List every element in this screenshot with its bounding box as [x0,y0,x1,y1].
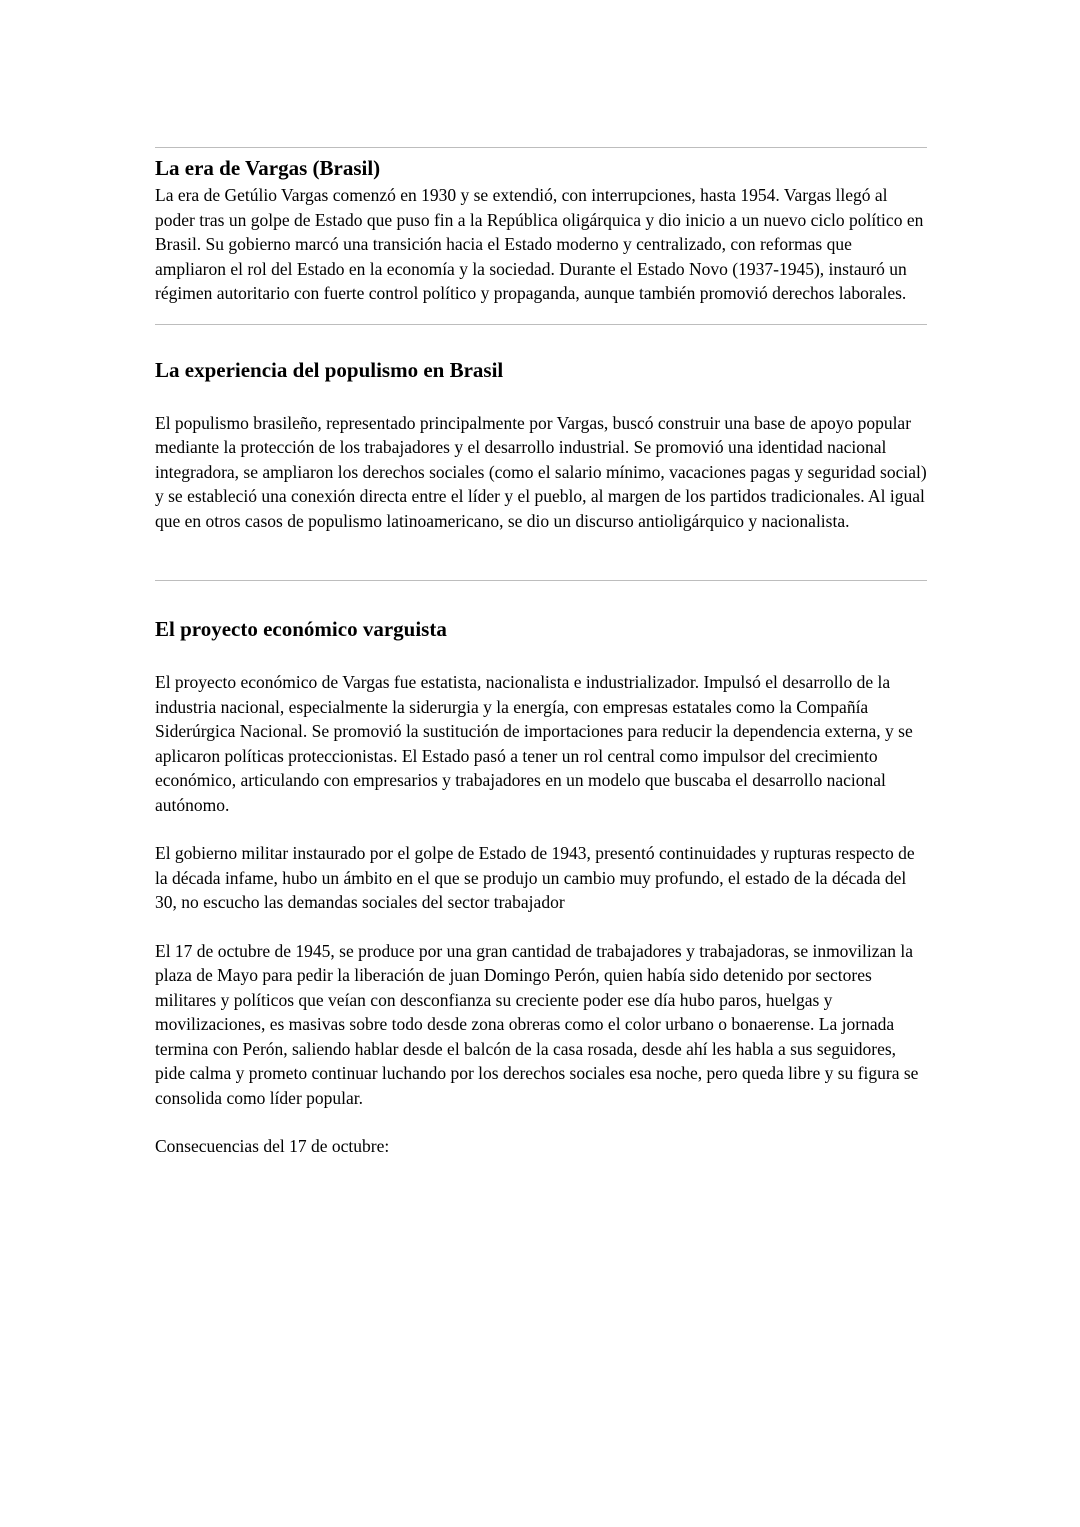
paragraph-era-vargas: La era de Getúlio Vargas comenzó en 1930 y se extendió, con interrupciones, hasta 1954. Vargas llegó al poder tras un golpe de Estado que puso fin a la República oligárquica y dio inicio a un nuevo ciclo político en Brasil. Su gobierno marcó una transición hacia el Estado moderno y centralizado, con reformas que ampliaron el rol del Estado en la economía y la sociedad. Durante el Estado Novo (1937-1945), instauró un régimen autoritario con fuerte control político y propaganda, aunque también promovió derechos laborales. [155,185,924,304]
heading-era-vargas: La era de Vargas (Brasil) [155,156,381,180]
section-divider-middle [155,324,927,325]
paragraph-consecuencias-intro: Consecuencias del 17 de octubre: [155,1136,390,1157]
paragraph-populismo-brasil: El populismo brasileño, representado principalmente por Vargas, buscó construir una base de apoyo popular mediante la protección de los trabajadores y el desarrollo industrial. Se promovió una identidad nacional integradora, se ampliaron los derechos sociales (como el salario mínimo, vacaciones pagas y seguridad social) y se estableció una conexión directa entre el líder y el pueblo, al margen de los partidos tradicionales. Al igual que en otros casos de populismo latinoamericano, se dio un discurso antioligárquico y nacionalista. [155,412,927,531]
paragraph-17-octubre-1945: El 17 de octubre de 1945, se produce por una gran cantidad de trabajadores y trabajadoras, se inmovilizan la plaza de Mayo para pedir la liberación de juan Domingo Perón, quien había sido detenido por sectores militares y políticos que veían con desconfianza su creciente poder ese día hubo paros, huelgas y movilizaciones, es masivas sobre todo desde zona obreras como el color urbano o bonaerense. La jornada termina con Perón, saliendo hablar desde el balcón de la casa rosada, desde ahí les habla a sus seguidores, pide calma y prometo continuar luchando por los derechos sociales esa noche, pero queda libre y su figura se consolida como líder popular. [155,940,919,1108]
heading-proyecto-economico: El proyecto económico varguista [155,617,447,642]
paragraph-gobierno-militar-1943: El gobierno militar instaurado por el golpe de Estado de 1943, presentó continuidades y rupturas respecto de la década infame, hubo un ámbito en el que se produjo un cambio muy profundo, el estado de la década del 30, no escucho las demandas sociales del sector trabajador [155,843,915,913]
document-content [155,0,927,1159]
section-divider-top [155,147,927,148]
section-divider-bottom [155,580,927,581]
paragraph-proyecto-economico: El proyecto económico de Vargas fue estatista, nacionalista e industrializador. Impulsó el desarrollo de la industria nacional, especialmente la siderurgia y la energía, con empresas estatales como la Compañía Siderúrgica Nacional. Se promovió la sustitución de importaciones para reducir la dependencia externa, y se aplicaron políticas proteccionistas. El Estado pasó a tener un rol central como impulsor del crecimiento económico, articulando con empresarios y trabajadores en un modelo que buscaba el desarrollo nacional autónomo. [155,672,913,815]
heading-populismo-brasil: La experiencia del populismo en Brasil [155,357,504,382]
